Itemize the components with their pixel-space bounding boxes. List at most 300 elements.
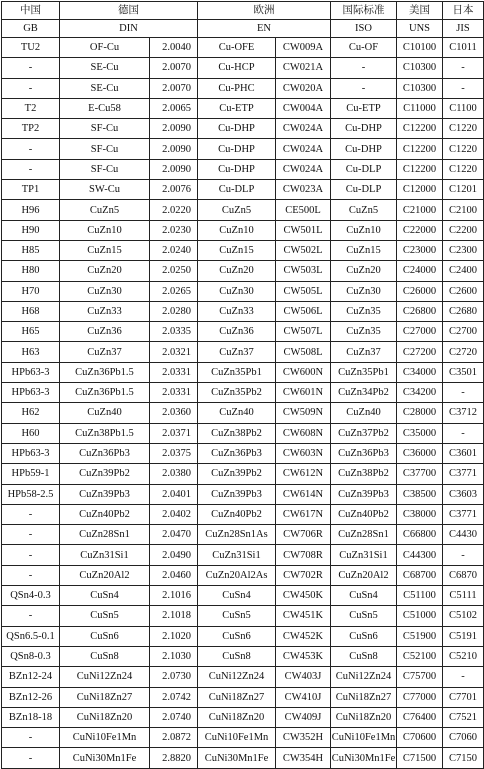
material-equivalence-table-wrapper <box>1 1 483 769</box>
header-iso: ISO <box>331 20 397 38</box>
table-row <box>2 342 484 362</box>
din-name-cell: CuZn33 <box>60 301 150 321</box>
en-number-cell: CW024A <box>276 159 331 179</box>
header-row-standards <box>2 20 484 38</box>
jis-code-cell: C2600 <box>443 281 484 301</box>
en-name-cell: CuNi18Zn20 <box>198 707 276 727</box>
jis-code-cell: C1201 <box>443 180 484 200</box>
table-row <box>2 78 484 98</box>
din-name-cell: CuZn39Pb2 <box>60 464 150 484</box>
en-number-cell: CW608N <box>276 423 331 443</box>
din-number-cell: 2.0280 <box>150 301 198 321</box>
din-number-cell: 2.0090 <box>150 159 198 179</box>
en-name-cell: CuZn38Pb2 <box>198 423 276 443</box>
en-name-cell: CuZn33 <box>198 301 276 321</box>
din-number-cell: 2.0250 <box>150 261 198 281</box>
table-row <box>2 525 484 545</box>
jis-code-cell: - <box>443 545 484 565</box>
gb-grade-cell: H90 <box>2 220 60 240</box>
gb-grade-cell: - <box>2 565 60 585</box>
uns-code-cell: C51900 <box>397 626 443 646</box>
en-number-cell: CW024A <box>276 139 331 159</box>
din-number-cell: 2.0402 <box>150 504 198 524</box>
jis-code-cell: C3501 <box>443 362 484 382</box>
din-name-cell: CuZn38Pb1.5 <box>60 423 150 443</box>
jis-code-cell: C5210 <box>443 646 484 666</box>
iso-name-cell: CuZn31Si1 <box>331 545 397 565</box>
uns-code-cell: C51100 <box>397 586 443 606</box>
table-row <box>2 240 484 260</box>
table-row <box>2 586 484 606</box>
jis-code-cell: C3603 <box>443 484 484 504</box>
din-name-cell: CuZn36Pb1.5 <box>60 362 150 382</box>
gb-grade-cell: T2 <box>2 98 60 118</box>
iso-name-cell: CuZn35Pb1 <box>331 362 397 382</box>
en-name-cell: Cu-DHP <box>198 139 276 159</box>
iso-name-cell: CuZn35 <box>331 301 397 321</box>
en-number-cell: CW708R <box>276 545 331 565</box>
en-name-cell: CuZn20 <box>198 261 276 281</box>
en-name-cell: CuZn35Pb2 <box>198 383 276 403</box>
table-row <box>2 58 484 78</box>
en-name-cell: CuZn36 <box>198 322 276 342</box>
uns-code-cell: C70600 <box>397 728 443 748</box>
en-number-cell: CW020A <box>276 78 331 98</box>
jis-code-cell: - <box>443 383 484 403</box>
iso-name-cell: Cu-DHP <box>331 119 397 139</box>
uns-code-cell: C77000 <box>397 687 443 707</box>
table-row <box>2 200 484 220</box>
iso-name-cell: CuNi18Zn20 <box>331 707 397 727</box>
gb-grade-cell: HPb59-1 <box>2 464 60 484</box>
gb-grade-cell: H62 <box>2 403 60 423</box>
en-name-cell: CuSn5 <box>198 606 276 626</box>
din-number-cell: 2.0742 <box>150 687 198 707</box>
iso-name-cell: CuZn39Pb3 <box>331 484 397 504</box>
en-number-cell: CW612N <box>276 464 331 484</box>
din-name-cell: SW-Cu <box>60 180 150 200</box>
din-number-cell: 2.1020 <box>150 626 198 646</box>
din-number-cell: 2.0076 <box>150 180 198 200</box>
table-row <box>2 484 484 504</box>
din-name-cell: SF-Cu <box>60 119 150 139</box>
iso-name-cell: Cu-DLP <box>331 159 397 179</box>
din-name-cell: CuNi10Fe1Mn <box>60 728 150 748</box>
din-name-cell: CuZn40Pb2 <box>60 504 150 524</box>
en-name-cell: CuZn36Pb3 <box>198 443 276 463</box>
header-row-countries <box>2 2 484 20</box>
din-number-cell: 2.0240 <box>150 240 198 260</box>
table-row <box>2 261 484 281</box>
din-name-cell: CuNi18Zn20 <box>60 707 150 727</box>
gb-grade-cell: - <box>2 545 60 565</box>
uns-code-cell: C26800 <box>397 301 443 321</box>
uns-code-cell: C71500 <box>397 748 443 768</box>
uns-code-cell: C10100 <box>397 38 443 58</box>
uns-code-cell: C38500 <box>397 484 443 504</box>
table-row <box>2 504 484 524</box>
iso-name-cell: CuNi10Fe1Mn <box>331 728 397 748</box>
iso-name-cell: Cu-DLP <box>331 180 397 200</box>
gb-grade-cell: QSn6.5-0.1 <box>2 626 60 646</box>
din-number-cell: 2.1018 <box>150 606 198 626</box>
gb-grade-cell: H80 <box>2 261 60 281</box>
table-row <box>2 748 484 768</box>
din-name-cell: CuZn31Si1 <box>60 545 150 565</box>
table-row <box>2 362 484 382</box>
uns-code-cell: C36000 <box>397 443 443 463</box>
uns-code-cell: C66800 <box>397 525 443 545</box>
jis-code-cell: C2720 <box>443 342 484 362</box>
en-number-cell: CW021A <box>276 58 331 78</box>
iso-name-cell: CuSn8 <box>331 646 397 666</box>
en-name-cell: CuZn39Pb2 <box>198 464 276 484</box>
uns-code-cell: C44300 <box>397 545 443 565</box>
iso-name-cell: CuSn6 <box>331 626 397 646</box>
en-number-cell: CW009A <box>276 38 331 58</box>
din-name-cell: CuSn6 <box>60 626 150 646</box>
table-row <box>2 565 484 585</box>
din-number-cell: 2.0321 <box>150 342 198 362</box>
gb-grade-cell: TU2 <box>2 38 60 58</box>
din-number-cell: 2.0740 <box>150 707 198 727</box>
gb-grade-cell: QSn4-0.3 <box>2 586 60 606</box>
table-row <box>2 38 484 58</box>
en-number-cell: CW354H <box>276 748 331 768</box>
gb-grade-cell: HPb63-3 <box>2 362 60 382</box>
gb-grade-cell: - <box>2 525 60 545</box>
en-name-cell: CuZn15 <box>198 240 276 260</box>
din-name-cell: E-Cu58 <box>60 98 150 118</box>
en-number-cell: CW502L <box>276 240 331 260</box>
en-number-cell: CW603N <box>276 443 331 463</box>
din-number-cell: 2.0460 <box>150 565 198 585</box>
en-name-cell: Cu-DHP <box>198 159 276 179</box>
uns-code-cell: C24000 <box>397 261 443 281</box>
din-number-cell: 2.0380 <box>150 464 198 484</box>
en-name-cell: CuZn37 <box>198 342 276 362</box>
en-name-cell: CuSn6 <box>198 626 276 646</box>
iso-name-cell: CuZn30 <box>331 281 397 301</box>
jis-code-cell: C1220 <box>443 139 484 159</box>
en-number-cell: CW352H <box>276 728 331 748</box>
en-name-cell: CuZn39Pb3 <box>198 484 276 504</box>
uns-code-cell: C37700 <box>397 464 443 484</box>
uns-code-cell: C27000 <box>397 322 443 342</box>
din-name-cell: CuZn37 <box>60 342 150 362</box>
uns-code-cell: C23000 <box>397 240 443 260</box>
iso-name-cell: CuNi30Mn1Fe <box>331 748 397 768</box>
gb-grade-cell: H68 <box>2 301 60 321</box>
table-row <box>2 443 484 463</box>
jis-code-cell: C5102 <box>443 606 484 626</box>
din-number-cell: 2.0230 <box>150 220 198 240</box>
gb-grade-cell: - <box>2 728 60 748</box>
table-row <box>2 281 484 301</box>
en-number-cell: CW505L <box>276 281 331 301</box>
din-number-cell: 2.0490 <box>150 545 198 565</box>
header-uns: UNS <box>397 20 443 38</box>
iso-name-cell: CuSn5 <box>331 606 397 626</box>
header-international: 国际标准 <box>331 2 397 20</box>
uns-code-cell: C11000 <box>397 98 443 118</box>
en-number-cell: CW601N <box>276 383 331 403</box>
jis-code-cell: C4430 <box>443 525 484 545</box>
iso-name-cell: CuNi12Zn24 <box>331 667 397 687</box>
en-number-cell: CW702R <box>276 565 331 585</box>
table-row <box>2 707 484 727</box>
en-name-cell: Cu-DHP <box>198 119 276 139</box>
jis-code-cell: C2300 <box>443 240 484 260</box>
din-number-cell: 2.0070 <box>150 78 198 98</box>
din-number-cell: 2.0040 <box>150 38 198 58</box>
header-japan: 日本 <box>443 2 484 20</box>
jis-code-cell: C2680 <box>443 301 484 321</box>
jis-code-cell: C3601 <box>443 443 484 463</box>
table-row <box>2 646 484 666</box>
uns-code-cell: C34000 <box>397 362 443 382</box>
jis-code-cell: C1220 <box>443 159 484 179</box>
iso-name-cell: CuZn40Pb2 <box>331 504 397 524</box>
en-name-cell: Cu-PHC <box>198 78 276 98</box>
din-name-cell: SF-Cu <box>60 159 150 179</box>
table-row <box>2 139 484 159</box>
gb-grade-cell: QSn8-0.3 <box>2 646 60 666</box>
din-number-cell: 2.0331 <box>150 362 198 382</box>
uns-code-cell: C52100 <box>397 646 443 666</box>
header-jis: JIS <box>443 20 484 38</box>
gb-grade-cell: TP2 <box>2 119 60 139</box>
gb-grade-cell: HPb63-3 <box>2 443 60 463</box>
din-name-cell: CuZn5 <box>60 200 150 220</box>
jis-code-cell: C2200 <box>443 220 484 240</box>
table-row <box>2 687 484 707</box>
jis-code-cell: C3771 <box>443 464 484 484</box>
uns-code-cell: C12200 <box>397 139 443 159</box>
gb-grade-cell: H96 <box>2 200 60 220</box>
jis-code-cell: C3712 <box>443 403 484 423</box>
din-number-cell: 2.1030 <box>150 646 198 666</box>
gb-grade-cell: - <box>2 159 60 179</box>
iso-name-cell: CuZn37Pb2 <box>331 423 397 443</box>
en-name-cell: CuZn35Pb1 <box>198 362 276 382</box>
uns-code-cell: C35000 <box>397 423 443 443</box>
uns-code-cell: C28000 <box>397 403 443 423</box>
uns-code-cell: C12200 <box>397 159 443 179</box>
table-row <box>2 98 484 118</box>
en-number-cell: CW509N <box>276 403 331 423</box>
jis-code-cell: - <box>443 58 484 78</box>
table-body <box>2 38 484 769</box>
gb-grade-cell: BZn12-26 <box>2 687 60 707</box>
table-row <box>2 383 484 403</box>
jis-code-cell: - <box>443 667 484 687</box>
table-row <box>2 606 484 626</box>
iso-name-cell: CuZn36Pb3 <box>331 443 397 463</box>
en-name-cell: CuZn20Al2As <box>198 565 276 585</box>
header-din: DIN <box>60 20 198 38</box>
en-name-cell: CuNi12Zn24 <box>198 667 276 687</box>
iso-name-cell: CuZn10 <box>331 220 397 240</box>
uns-code-cell: C10300 <box>397 78 443 98</box>
uns-code-cell: C12200 <box>397 119 443 139</box>
din-number-cell: 2.0090 <box>150 139 198 159</box>
gb-grade-cell: TP1 <box>2 180 60 200</box>
en-number-cell: CW507L <box>276 322 331 342</box>
en-name-cell: CuNi18Zn27 <box>198 687 276 707</box>
din-name-cell: CuZn36Pb3 <box>60 443 150 463</box>
jis-code-cell: C1100 <box>443 98 484 118</box>
jis-code-cell: C5111 <box>443 586 484 606</box>
din-name-cell: CuZn15 <box>60 240 150 260</box>
din-number-cell: 2.0872 <box>150 728 198 748</box>
iso-name-cell: CuZn5 <box>331 200 397 220</box>
din-name-cell: OF-Cu <box>60 38 150 58</box>
jis-code-cell: C1011 <box>443 38 484 58</box>
iso-name-cell: CuZn37 <box>331 342 397 362</box>
jis-code-cell: C7150 <box>443 748 484 768</box>
uns-code-cell: C68700 <box>397 565 443 585</box>
en-name-cell: CuZn40 <box>198 403 276 423</box>
en-number-cell: CW614N <box>276 484 331 504</box>
din-name-cell: CuSn5 <box>60 606 150 626</box>
uns-code-cell: C10300 <box>397 58 443 78</box>
header-europe: 欧洲 <box>198 2 331 20</box>
iso-name-cell: CuSn4 <box>331 586 397 606</box>
jis-code-cell: - <box>443 78 484 98</box>
en-number-cell: CW501L <box>276 220 331 240</box>
din-number-cell: 2.0065 <box>150 98 198 118</box>
uns-code-cell: C51000 <box>397 606 443 626</box>
en-number-cell: CW403J <box>276 667 331 687</box>
din-number-cell: 2.0335 <box>150 322 198 342</box>
gb-grade-cell: - <box>2 504 60 524</box>
gb-grade-cell: H60 <box>2 423 60 443</box>
din-number-cell: 2.1016 <box>150 586 198 606</box>
en-number-cell: CW452K <box>276 626 331 646</box>
iso-name-cell: CuZn20Al2 <box>331 565 397 585</box>
din-name-cell: CuNi12Zn24 <box>60 667 150 687</box>
gb-grade-cell: HPb58-2.5 <box>2 484 60 504</box>
din-number-cell: 2.0090 <box>150 119 198 139</box>
table-row <box>2 301 484 321</box>
din-name-cell: CuNi30Mn1Fe <box>60 748 150 768</box>
din-name-cell: CuNi18Zn27 <box>60 687 150 707</box>
en-name-cell: CuNi30Mn1Fe <box>198 748 276 768</box>
table-row <box>2 180 484 200</box>
header-gb: GB <box>2 20 60 38</box>
jis-code-cell: - <box>443 423 484 443</box>
en-number-cell: CE500L <box>276 200 331 220</box>
iso-name-cell: Cu-OF <box>331 38 397 58</box>
header-en: EN <box>198 20 331 38</box>
uns-code-cell: C27200 <box>397 342 443 362</box>
gb-grade-cell: BZn12-24 <box>2 667 60 687</box>
gb-grade-cell: - <box>2 139 60 159</box>
iso-name-cell: CuZn28Sn1 <box>331 525 397 545</box>
din-name-cell: SE-Cu <box>60 58 150 78</box>
uns-code-cell: C26000 <box>397 281 443 301</box>
din-name-cell: CuZn10 <box>60 220 150 240</box>
en-number-cell: CW503L <box>276 261 331 281</box>
en-number-cell: CW410J <box>276 687 331 707</box>
iso-name-cell: CuZn34Pb2 <box>331 383 397 403</box>
din-number-cell: 2.0220 <box>150 200 198 220</box>
uns-code-cell: C34200 <box>397 383 443 403</box>
table-row <box>2 159 484 179</box>
din-number-cell: 2.0360 <box>150 403 198 423</box>
uns-code-cell: C75700 <box>397 667 443 687</box>
gb-grade-cell: H70 <box>2 281 60 301</box>
din-number-cell: 2.0401 <box>150 484 198 504</box>
en-name-cell: CuZn40Pb2 <box>198 504 276 524</box>
jis-code-cell: C2400 <box>443 261 484 281</box>
iso-name-cell: CuNi18Zn27 <box>331 687 397 707</box>
gb-grade-cell: H63 <box>2 342 60 362</box>
en-number-cell: CW453K <box>276 646 331 666</box>
en-name-cell: CuSn8 <box>198 646 276 666</box>
din-name-cell: CuZn36 <box>60 322 150 342</box>
din-number-cell: 2.8820 <box>150 748 198 768</box>
en-number-cell: CW409J <box>276 707 331 727</box>
header-germany: 德国 <box>60 2 198 20</box>
en-number-cell: CW617N <box>276 504 331 524</box>
en-number-cell: CW506L <box>276 301 331 321</box>
table-row <box>2 403 484 423</box>
din-name-cell: CuZn39Pb3 <box>60 484 150 504</box>
en-name-cell: CuZn31Si1 <box>198 545 276 565</box>
iso-name-cell: Cu-DHP <box>331 139 397 159</box>
uns-code-cell: C21000 <box>397 200 443 220</box>
din-name-cell: CuZn40 <box>60 403 150 423</box>
gb-grade-cell: HPb63-3 <box>2 383 60 403</box>
table-row <box>2 545 484 565</box>
jis-code-cell: C3771 <box>443 504 484 524</box>
table-row <box>2 626 484 646</box>
gb-grade-cell: - <box>2 58 60 78</box>
din-name-cell: CuSn8 <box>60 646 150 666</box>
iso-name-cell: - <box>331 58 397 78</box>
en-name-cell: CuZn28Sn1As <box>198 525 276 545</box>
uns-code-cell: C76400 <box>397 707 443 727</box>
en-name-cell: CuZn30 <box>198 281 276 301</box>
iso-name-cell: Cu-ETP <box>331 98 397 118</box>
iso-name-cell: CuZn38Pb2 <box>331 464 397 484</box>
header-china: 中国 <box>2 2 60 20</box>
gb-grade-cell: BZn18-18 <box>2 707 60 727</box>
uns-code-cell: C38000 <box>397 504 443 524</box>
iso-name-cell: - <box>331 78 397 98</box>
din-number-cell: 2.0331 <box>150 383 198 403</box>
gb-grade-cell: H65 <box>2 322 60 342</box>
en-number-cell: CW023A <box>276 180 331 200</box>
en-name-cell: Cu-ETP <box>198 98 276 118</box>
din-number-cell: 2.0470 <box>150 525 198 545</box>
table-row <box>2 667 484 687</box>
jis-code-cell: C7060 <box>443 728 484 748</box>
en-number-cell: CW706R <box>276 525 331 545</box>
en-number-cell: CW508L <box>276 342 331 362</box>
iso-name-cell: CuZn15 <box>331 240 397 260</box>
en-number-cell: CW600N <box>276 362 331 382</box>
table-row <box>2 728 484 748</box>
jis-code-cell: C7701 <box>443 687 484 707</box>
din-number-cell: 2.0375 <box>150 443 198 463</box>
jis-code-cell: C1220 <box>443 119 484 139</box>
din-name-cell: SE-Cu <box>60 78 150 98</box>
table-row <box>2 464 484 484</box>
en-name-cell: Cu-OFE <box>198 38 276 58</box>
